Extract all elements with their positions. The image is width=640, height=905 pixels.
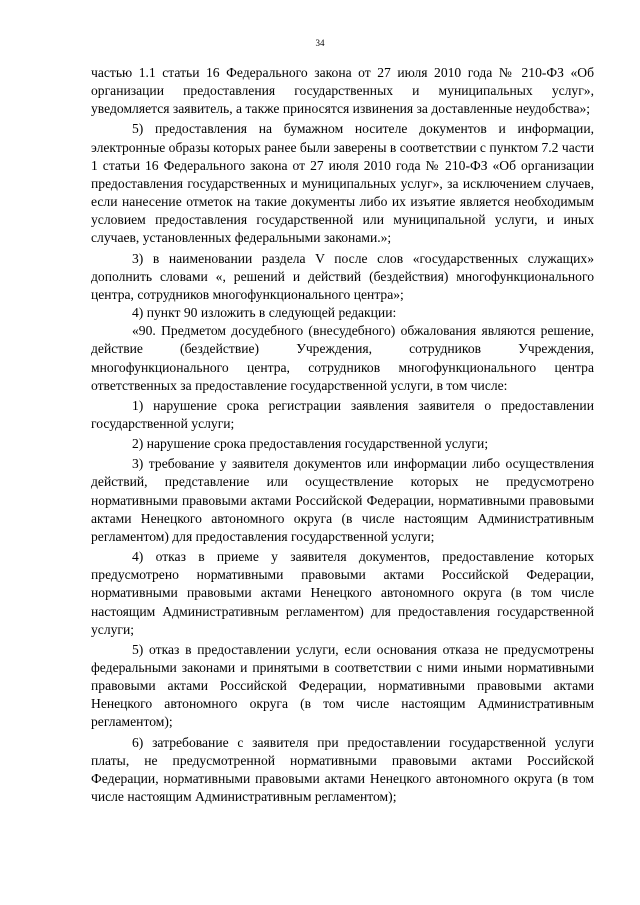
list-item-6: 6) затребование с заявителя при предоставлении государственной услуги платы, не предусмотренной нормативными правовыми актами Российской Федерации, нормативными правовыми актами Ненецкого автономного округа (в том числе настоящим Административным регламентом); <box>91 734 594 805</box>
list-item-2: 2) нарушение срока предоставления государственной услуги; <box>132 436 489 452</box>
list-item-1: 1) нарушение срока регистрации заявления заявителя о предоставлении государственной услуги; <box>91 397 594 431</box>
paragraph-amendment-4: 4) пункт 90 изложить в следующей редакции: <box>132 305 397 321</box>
paragraph-item-5: 5) предоставления на бумажном носителе документов и информации, электронные образы которых ранее были заверены в соответствии с пунктом 7.2 части 1 статьи 16 Федерального закона от 27 июля 2010 года № 210-ФЗ «Об организации предоставления государственных и муниципальных услуг», за исключением случаев, если нанесение отметок на такие документы либо их изъятие является необходимым условием предоставления государственной или муниципальной услуги, и иных случаев, установленных федеральными законами.»; <box>91 121 594 246</box>
list-item-3: 3) требование у заявителя документов или информации либо осуществления действий, представление или осуществление которых не предусмотрено нормативными правовыми актами Российской Федерации, нормативными правовыми актами Ненецкого автономного округа (в числе настоящим Административным регламентом) для предоставления государственной услуги; <box>91 456 594 544</box>
list-item-5: 5) отказ в предоставлении услуги, если основания отказа не предусмотрены федеральными законами и принятыми в соответствии с ними иными нормативными правовыми актами Российской Федерации, нормативными правовыми актами Ненецкого автономного округа (в том числе настоящим Административным регламентом); <box>91 641 594 730</box>
document-body <box>91 64 594 806</box>
paragraph-point-90: «90. Предметом досудебного (внесудебного) обжалования являются решение, действие (бездействие) Учреждения, сотрудников Учреждения, многофункционального центра, сотрудников многофункционального центра ответственных за предоставление государственной услуги, в том числе: <box>91 323 594 393</box>
page-number: 34 <box>315 38 325 48</box>
list-item-4: 4) отказ в приеме у заявителя документов, предоставление которых предусмотрено нормативными правовыми актами Российской Федерации, нормативными правовыми актами Ненецкого автономного округа (в том числе настоящим Административным регламентом) для предоставления государственной услуги; <box>91 549 594 637</box>
paragraph-continuation: частью 1.1 статьи 16 Федерального закона от 27 июля 2010 года № 210-ФЗ «Об организации предоставления государственных и муниципальных услуг», уведомляется заявитель, а также приносятся извинения за доставленные неудобства»; <box>91 65 594 117</box>
paragraph-amendment-3: 3) в наименовании раздела V после слов «государственных служащих» дополнить словами «, решений и действий (бездействия) многофункционального центра, сотрудников многофункционального центра»; <box>91 250 594 302</box>
